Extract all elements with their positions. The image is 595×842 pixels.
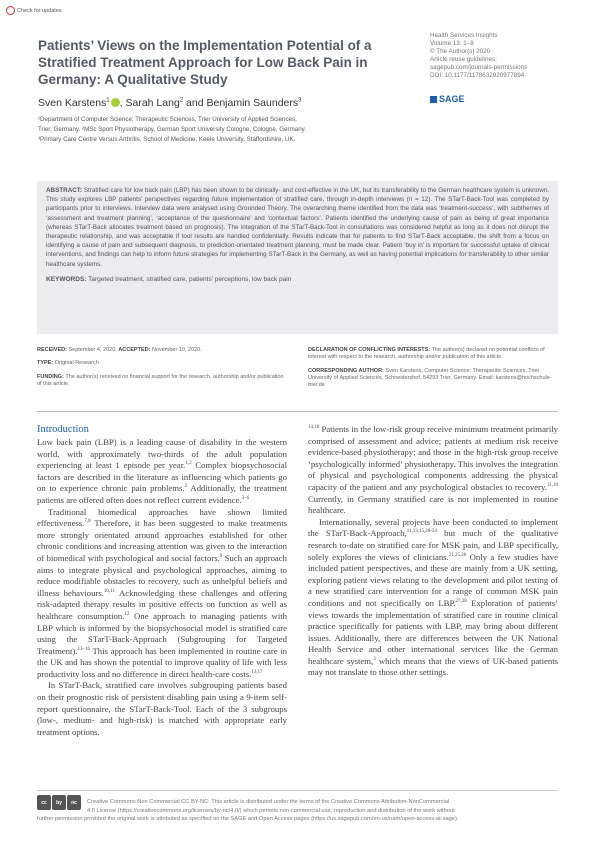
check-for-updates-badge[interactable]: [6, 5, 64, 16]
cc-icon: cc: [37, 795, 51, 810]
publisher-name: SAGE: [439, 94, 465, 104]
corr-label: CORRESPONDING AUTHOR:: [308, 367, 384, 374]
article-meta-right: [308, 347, 560, 395]
abstract-label: ABSTRACT:: [46, 187, 83, 194]
affiliation-line: ¹Department of Computer Science; Therapeutic Sciences, Trier University of Applied Sciences,: [38, 116, 297, 123]
accepted-label: ACCEPTED:: [118, 347, 151, 353]
abstract-text: [46, 186, 549, 269]
affiliations: [38, 115, 398, 145]
publisher-logo: [430, 94, 465, 104]
type-label: TYPE:: [37, 360, 54, 367]
body-column-left: [37, 424, 287, 738]
abstract-body: Stratified care for low back pain (LBP) has been shown to be clinically- and cost-effective in the UK, but its transferability to the German healthcare system is unknown. This study explores LBP patients’ perspectives regarding future implementation of stratified care, through in-depth interviews (n = 12). The STarT-Back-Tool was completed by participants prior to interviews. Interview data were analysed using Grounded Theory. The overarching theme identified from the data was ‘treatment-success’, with subthemes of ‘assessment and treatment planning’, ‘acceptance of the questionnaire’ and ‘contextual factors’. Patients identified the underlying cause of pain as being of great importance (whereas STarT-Back allocates treatment based on prognosis). The integration of the STarT-Back-Tool in consultations was considered helpful as long as it does not disrupt the therapeutic relationship, and was acceptable if tool results are handled confidentially. Results indicate that for patients to find STarT-Back acceptable, the shift from a focus on identifying a cause of pain and subsequent diagnosis, to prediction-orientated treatment planning, must be made clear. Patient ‘buy in’ is important for successful uptake of clinical interventions, and findings can help to inform future strategies for implementing STarT-Back in the Germany, as well as having potential implications for transferability to other similar healthcare systems.: [46, 187, 549, 268]
sage-logo-icon: [430, 96, 437, 103]
body-paragraph: Low back pain (LBP) is a leading cause of disability in the western world, with approximately two-thirds of the adult population experiencing at least 1 episode per year.$^{1,2}$ Complex biopsychosocial factors are described in the literature as influencing which patients go on to experience chronic pain problems.$^2$ Additionally, the treatment patients are offered often does not reflect current evidence.$^{3-6}$: [37, 437, 287, 505]
author-separator: and: [183, 97, 207, 109]
funding-label: FUNDING:: [37, 373, 64, 380]
nc-icon: nc: [67, 795, 81, 810]
author-name: Sven Karstens: [38, 97, 107, 109]
footer-divider: [37, 790, 558, 791]
keywords: [46, 276, 549, 283]
body-paragraph: In STarT-Back, stratified care involves subgrouping patients based on their prognostic risk of persistent disabling pain using a 9-item self-report questionnaire, the STarT-Back-Tool. Each of the 3 subgroups (low-, medium- and high-risk) is matched with appropriate early treatment options.: [37, 680, 287, 737]
license-line[interactable]: further permission provided the original work is attributed as specified on the SAGE and Open Access pages (https://us.sagepub.com/en-us/nam/open-access-at-sage).: [37, 816, 459, 822]
journal-info: [430, 32, 580, 80]
body-paragraph: $^{14,18}$ Patients in the low-risk group receive minimum treatment primarily comprised of assessment and advice; patients at medium risk receive evidence-based physiotherapy; and those in the high-risk group receive ‘psychologically informed’ physiotherapy. This involves the integration of physical and psychological components addressing the physical capacity of the patient and any psychological obstacles to recovery.$^{11,19}$ Currently, in Germany stratified care is not implemented in routine healthcare.: [308, 424, 558, 516]
keywords-text: Targeted treatment, stratified care, patients’ perceptions, low back pain: [88, 275, 292, 283]
license-text: [37, 798, 558, 824]
conflict-text: The author(s) declared no potential conflicts of interest with respect to the research, authorship and/or publication of this article.: [308, 347, 545, 361]
funding-text: The author(s) received no financial support for the research, authorship and/or publication of this article.: [37, 373, 284, 387]
author-separator: ,: [119, 97, 126, 109]
journal-line: Volume 13: 1–8: [430, 40, 474, 47]
journal-link[interactable]: sagepub.com/journals-permissions: [430, 64, 528, 71]
corresponding-author: [308, 368, 560, 390]
keywords-label: KEYWORDS:: [46, 275, 87, 283]
author-affil-ref: 3: [298, 97, 302, 104]
funding: [37, 374, 289, 389]
received-label: RECEIVED:: [37, 347, 67, 353]
conflict-label: DECLARATION OF CONFLICTING INTERESTS:: [308, 347, 431, 353]
body-paragraph: Traditional biomedical approaches have shown limited effectiveness.$^{7,8}$ Therefore, it has been suggested to make treatments more strongly orientated around approaches established for other chronic conditions and increasing attention was given to the interaction of biomedical with psychological and social factors.$^9$ Such an approach aims to integrate physical and psychological approaches, aiming to reduce modifiable obstacles to recovery, such as unhelpful beliefs and illness behaviours.$^{10,11}$ Acknowledging these challenges and offering risk-adapted therapy results in positive effects on function as well as healthcare consumption.$^{12}$ One approach to managing patients with LBP which is informed by the biopsychosocial model is stratified care using the STarT-Back-Approach (Subgrouping for Targeted Treatment).$^{13-16}$ This approach has been implemented in routine care in the UK and has shown the potential to improve quality of life with less productivity loss and no difference in direct health-care costs.$^{13,17}$: [37, 506, 287, 679]
author-name: Benjamin Saunders: [206, 97, 299, 109]
abstract-box: [37, 181, 558, 334]
body-column-right: [308, 424, 558, 679]
author-name: Sarah Lang: [125, 97, 180, 109]
received-date: September 4, 2020.: [68, 347, 117, 353]
affiliation-line: Trier, Germany. ²MSc Sport Physiotherapy, German Sport University Cologne, Cologne, Germany.: [38, 126, 306, 133]
accepted-date: November 10, 2020.: [151, 347, 202, 353]
journal-line: © The Author(s) 2020: [430, 48, 491, 55]
orcid-icon[interactable]: [111, 98, 120, 107]
section-heading: Introduction: [37, 424, 89, 435]
body-paragraph: Internationally, several projects have been conducted to implement the STarT-Back-Approach,$^{11,13,15,20-24}$ but much of the qualitative research to-date on stratified care for MSK pain, and LBP specifically, solely explores the views of clinicians.$^{21,25,26}$ Only a few studies have included patient perspectives, and these are mainly from a UK setting, exploring patient views relating to the development and pilot testing of a new stratified care intervention for a range of common MSK pain conditions and not specifically on LBP.$^{27,28}$ Exploration of patients’ views towards the implementation of stratified care in routine clinical practice specifically for patients with LBP, may bring about different issues. Additionally, there are differences between the UK National Health Service and other international services like the German healthcare system,$^3$ which means that the views of UK-based patients may not translate to those other settings.: [308, 516, 559, 678]
author-affil-ref: 2: [179, 97, 184, 104]
article-title: Patients’ Views on the Implementation Potential of a Stratified Treatment Approach for Low Back Pain in Germany: A Qualitative Study: [38, 38, 372, 87]
check-updates-label: Check for updates: [17, 7, 62, 14]
article-meta-left: [37, 347, 289, 394]
conflict-of-interest: [308, 347, 560, 362]
corr-text: Sven Karstens, Computer Science; Therapeutic Sciences, Trier University of Applied Sciences, Schneidershof, 54293 Trier, Germany. Email: karstens@hochschule-trier.de: [308, 367, 552, 389]
journal-line: Article reuse guidelines:: [430, 56, 497, 63]
type-value: Original Research: [54, 360, 99, 367]
license-line[interactable]: 4.0 License (https://creativecommons.org/licenses/by-nc/4.0/) which permits non-commercial use, reproduction and distribution of the work without: [87, 807, 455, 814]
affiliation-line: ³Primary Care Centre Versus Arthritis, School of Medicine, Keele University, Staffordshire, UK.: [38, 136, 296, 143]
journal-line: Health Services Insights: [430, 32, 498, 39]
author-affil-ref: 1: [106, 97, 110, 104]
received-accepted: [37, 347, 289, 354]
author-list: [38, 97, 301, 109]
by-icon: by: [52, 795, 66, 810]
article-type: [37, 360, 289, 367]
journal-doi[interactable]: DOI: 10.1177/1178632920977894: [430, 72, 525, 79]
license-line: Creative Commons Non Commercial CC BY-NC: This article is distributed under the terms of the Creative Commons Attribution-NonCommercial: [87, 799, 450, 805]
check-updates-icon: [6, 6, 15, 15]
section-divider: [37, 411, 558, 412]
